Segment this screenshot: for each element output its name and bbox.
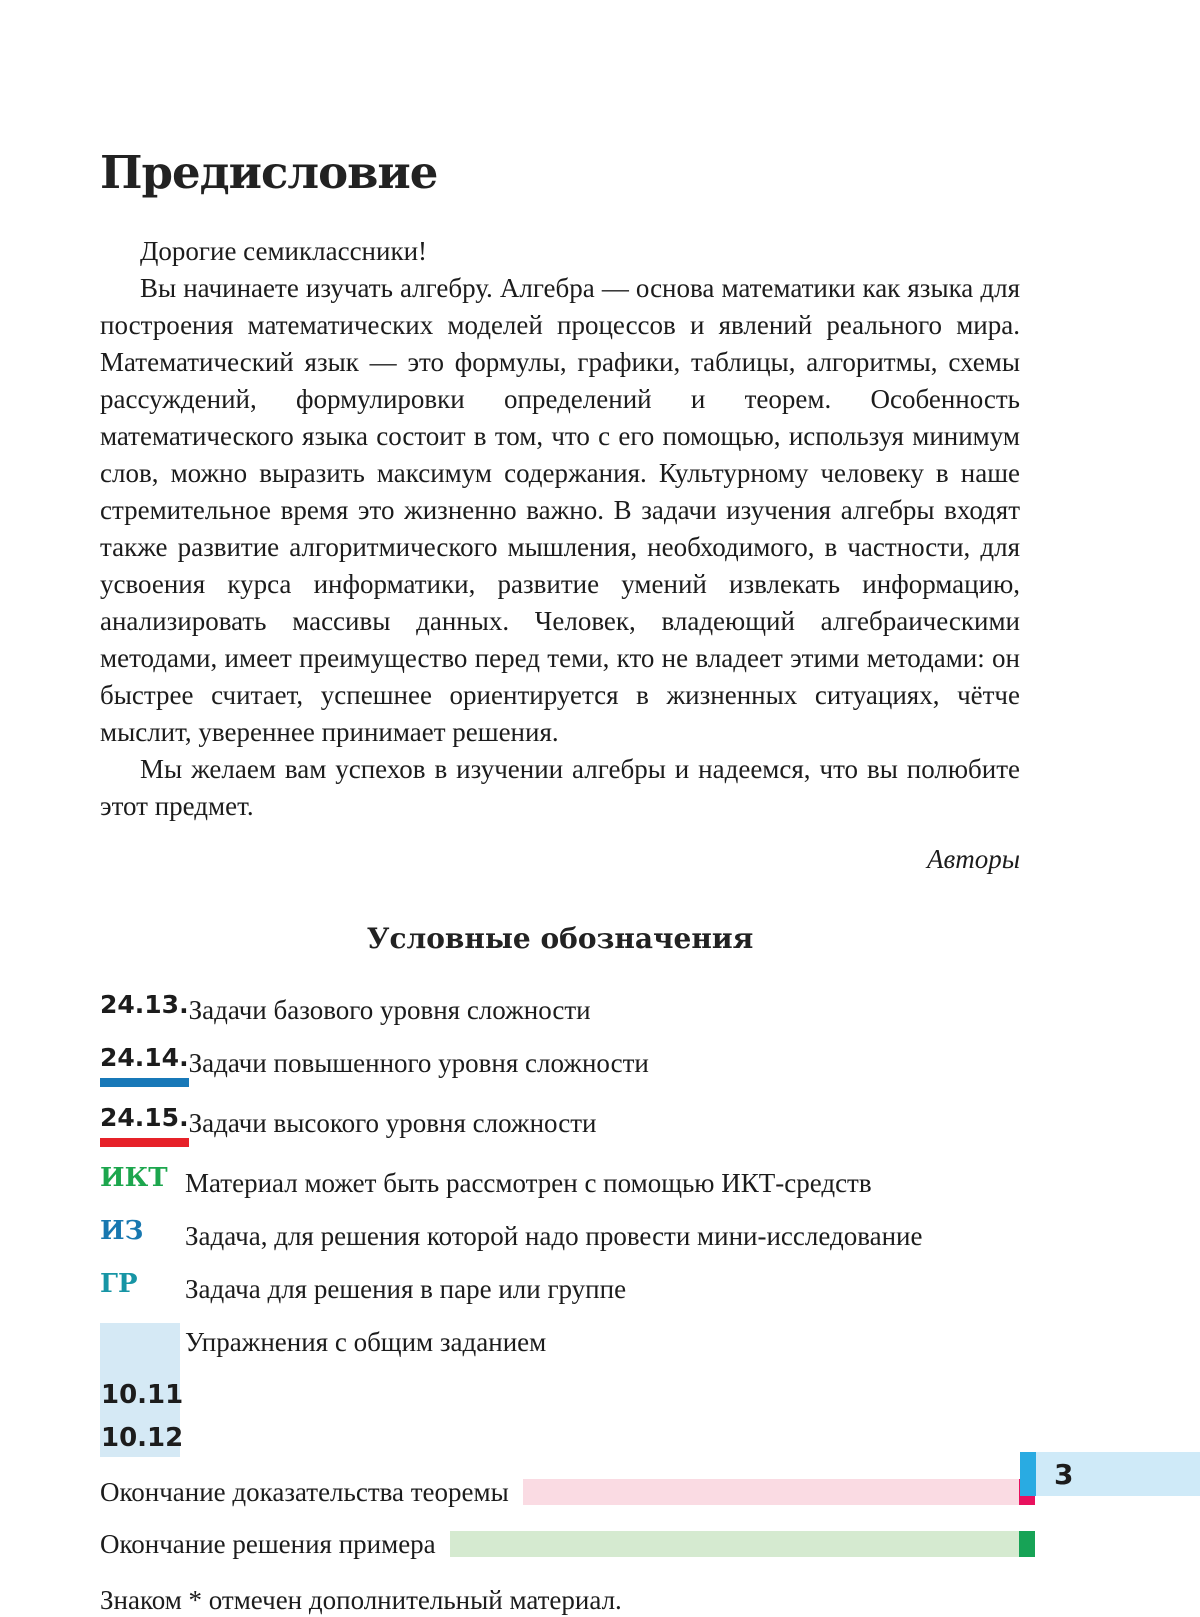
iz-badge: ИЗ [100,1215,144,1246]
legend-row-label: Окончание доказательства теоремы [100,1476,509,1507]
legend-list [100,991,1020,1617]
page-title: Предисловие [100,146,438,199]
authors-signature: Авторы [927,844,1020,874]
legend-row-research [100,1217,1020,1253]
footer-blue-tab [1020,1452,1036,1496]
preface-paragraph-1: Вы начинаете изучать алгебру. Алгебра — основа математики как языка для построения математических моделей процессов и явлений реального мира. Математический язык — это формулы, графики, таблицы, алгоритмы, схемы рассуждений, формулировки определений и теорем. Особенность математического языка состоит в том, что с его помощью, используя минимум слов, можно выразить максимум содержания. Культурному человеку в наше стремительное время это жизненно важно. В задачи изучения алгебры входят также развитие алгоритмического мышления, необходимого, в частности, для усвоения курса информатики, развитие умений извлекать информацию, анализировать массивы данных. Человек, владеющий алгебраическими методами, имеет преимущество перед теми, кто не владеет этими методами: он быстрее считает, успешнее ориентируется в жизненных ситуациях, чётче мыслит, увереннее принимает решения. [100,273,1020,747]
theorem-end-bar [523,1479,1019,1505]
example-end-bar [450,1531,1019,1557]
page-footer [1020,1452,1200,1496]
badge-column [100,1217,185,1247]
footer-strip [1036,1452,1200,1496]
badge-column [100,1104,189,1147]
preface-text [100,233,1020,878]
legend-row-group [100,1270,1020,1306]
legend-row-label: Окончание решения примера [100,1528,436,1559]
legend-row-advanced [100,1044,1020,1087]
legend-row-label: Задачи повышенного уровня сложности [188,1048,649,1078]
exercise-number: 10.11 [101,1379,184,1410]
exercise-number: 10.12 [101,1422,184,1453]
gr-badge: ГР [100,1268,138,1299]
asterisk-note: Знаком * отмечен дополнительный материал. [100,1584,622,1615]
legend-row-label: Задача для решения в паре или группе [185,1273,627,1304]
legend-row-basic [100,991,1020,1027]
ikt-badge: ИКТ [100,1162,168,1193]
legend-heading: Условные обозначения [366,922,754,955]
badge-column [100,991,189,1020]
legend-row-label: Задача, для решения которой надо провести мини-исследование [185,1220,923,1251]
legend-row-common-task [100,1323,1020,1457]
badge-column [100,1044,189,1087]
example-end-square [1019,1531,1035,1557]
legend-row-example-end [100,1527,1035,1561]
legend-row-label: Задачи высокого уровня сложности [188,1107,597,1138]
badge-column [100,1164,185,1194]
badge-column [100,1270,185,1300]
preface-paragraph-2: Мы желаем вам успехов в изучении алгебры и надеемся, что вы полюбите этот предмет. [100,754,1020,821]
task-number-badge: 24.13. [100,990,189,1019]
legend-row-label: Упражнения с общим заданием [185,1326,547,1357]
greeting-line: Дорогие семиклассники! [140,236,428,266]
task-number-badge-blue-underline: 24.14. [100,1044,189,1087]
task-number-badge-red-underline: 24.15. [100,1104,189,1147]
legend-row-label: Материал может быть рассмотрен с помощью ИКТ-средств [185,1167,872,1198]
legend-row-ikt [100,1164,1020,1200]
legend-row-theorem-end [100,1475,1035,1509]
legend-row-label: Задачи базового уровня сложности [188,995,591,1025]
common-task-number-box [100,1323,184,1457]
page-number: 3 [1054,1457,1074,1491]
legend-row-high [100,1104,1020,1147]
